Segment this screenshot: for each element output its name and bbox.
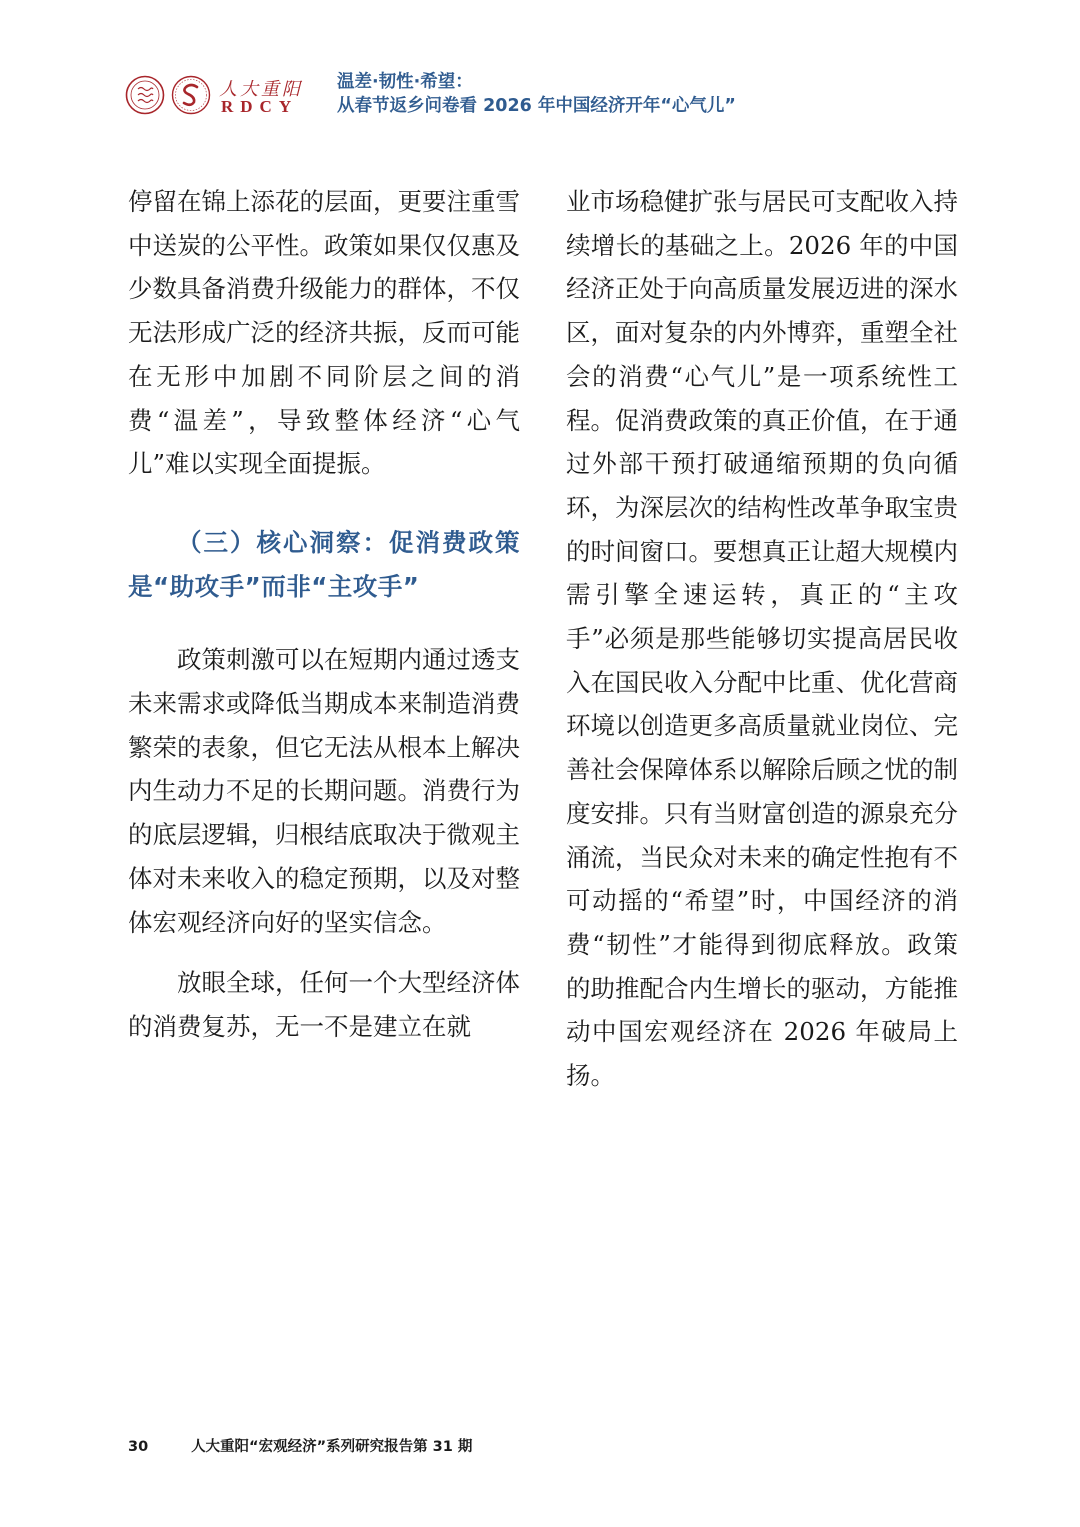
page-footer <box>128 1435 472 1456</box>
body-paragraph: 停留在锦上添花的层面，更要注重雪中送炭的公平性。政策如果仅仅惠及少数具备消费升级能力的群体，不仅无法形成广泛的经济共振，反而可能在无形中加剧不同阶层之间的消费“温差”，导致整体经济“心气儿”难以实现全面提振。 <box>128 187 520 479</box>
brand-logo <box>219 75 329 119</box>
body-paragraph: 业市场稳健扩张与居民可支配收入持续增长的基础之上。2026 年的中国经济正处于向高质量发展迈进的深水区，面对复杂的内外博弈，重塑全社会的消费“心气儿”是一项系统性工程。促消费政策的真正价值，在于通过外部干预打破通缩预期的负向循环，为深层次的结构性改革争取宝贵的时间窗口。要想真正让超大规模内需引擎全速运转，真正的“主攻手”必须是那些能够切实提高居民收入在国民收入分配中比重、优化营商环境以创造更多高质量就业岗位、完善社会保障体系以解除后顾之忧的制度安排。只有当财富创造的源泉充分涌流，当民众对未来的确定性抱有不可动摇的“希望”时，中国经济的消费“韧性”才能得到彻底释放。政策的助推配合内生增长的驱动，方能推动中国宏观经济在 2026 年破局上扬。 <box>566 187 958 1091</box>
report-title <box>337 70 957 118</box>
rdcy-s-emblem-icon <box>171 75 211 115</box>
brand-english-name: RDCY <box>221 97 299 116</box>
report-title-line-1: 温差·韧性·希望： <box>337 72 473 92</box>
series-title: 人大重阳“宏观经济”系列研究报告第 31 期 <box>191 1439 473 1455</box>
left-column <box>128 180 520 1049</box>
body-paragraph: 政策刺激可以在短期内通过透支未来需求或降低当期成本来制造消费繁荣的表象，但它无法从根本上解决内生动力不足的长期问题。消费行为的底层逻辑，归根结底取决于微观主体对未来收入的稳定预期，以及对整体宏观经济向好的坚实信念。 <box>128 645 520 937</box>
page-header <box>125 70 965 132</box>
body-paragraph: 放眼全球，任何一个大型经济体的消费复苏，无一不是建立在就 <box>128 968 520 1041</box>
report-title-line-2: 从春节返乡问卷看 2026 年中国经济开年“心气儿” <box>337 96 736 116</box>
rdcy-seal-icon <box>125 75 165 115</box>
page-number: 30 <box>128 1439 149 1455</box>
brand-chinese-name: 人大重阳 <box>219 79 303 100</box>
right-column <box>566 180 958 1098</box>
section-heading: （三）核心洞察：促消费政策是“助攻手”而非“主攻手” <box>128 527 520 601</box>
